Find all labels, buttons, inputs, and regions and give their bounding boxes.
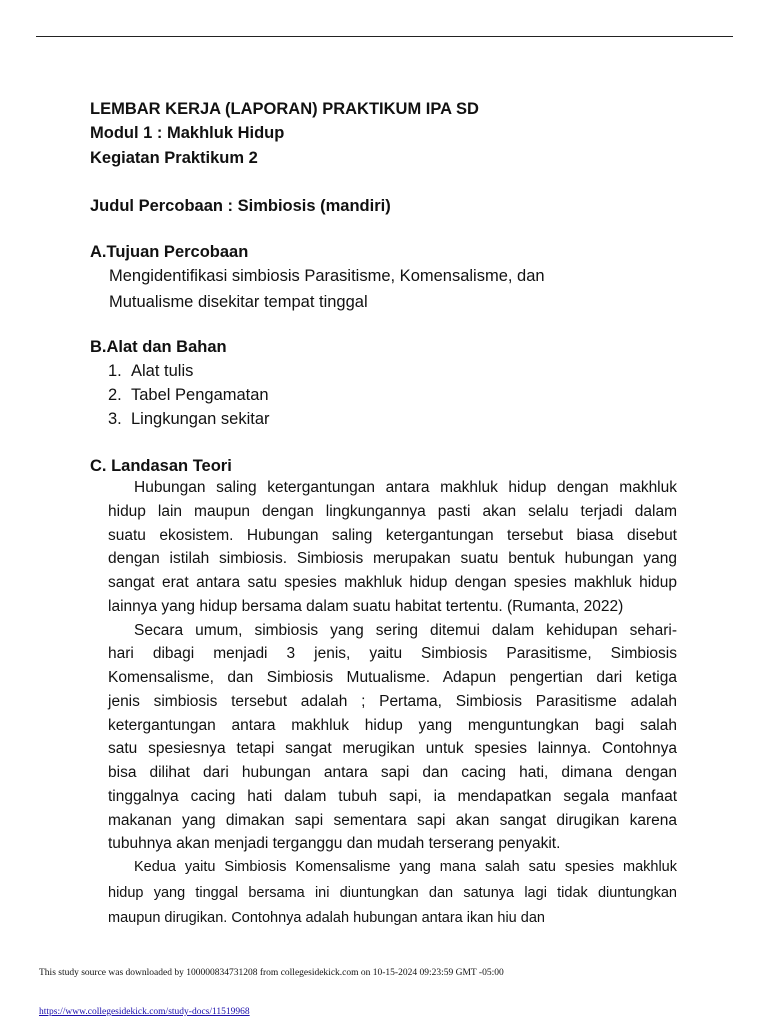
list-item-number: 1. xyxy=(108,362,122,380)
paragraph-line: makanan yang dimakan sapi sementara sapi akan sangat dirugikan karena xyxy=(108,812,677,829)
list-item-number: 2. xyxy=(108,386,122,404)
paragraph-line: lainnya yang hidup bersama dalam suatu habitat tertentu. (Rumanta, 2022) xyxy=(108,598,624,615)
paragraph-line: Kedua yaitu Simbiosis Komensalisme yang mana salah satu spesies makhluk xyxy=(134,859,677,875)
worksheet-title: LEMBAR KERJA (LAPORAN) PRAKTIKUM IPA SD xyxy=(90,100,479,118)
paragraph-line: dengan istilah simbiosis. Simbiosis merupakan suatu bentuk hubungan yang xyxy=(108,550,677,567)
section-c-heading: C. Landasan Teori xyxy=(90,457,232,475)
paragraph-line: hari dibagi menjadi 3 jenis, yaitu Simbiosis Parasitisme, Simbiosis xyxy=(108,645,677,662)
paragraph-line: tubuhnya akan menjadi terganggu dan mudah terserang penyakit. xyxy=(108,835,561,852)
section-b-heading: B.Alat dan Bahan xyxy=(90,338,227,356)
section-a-line: Mengidentifikasi simbiosis Parasitisme, Komensalisme, dan xyxy=(109,267,545,285)
download-source-note: This study source was downloaded by 100000834731208 from collegesidekick.com on 10-15-2024 09:23:59 GMT -05:00 xyxy=(39,968,504,978)
paragraph-line: Komensalisme, dan Simbiosis Mutualisme. Adapun pengertian dari ketiga xyxy=(108,669,677,686)
paragraph-line: maupun dirugikan. Contohnya adalah hubungan antara ikan hiu dan xyxy=(108,910,545,926)
top-rule xyxy=(36,36,733,37)
paragraph-line: Hubungan saling ketergantungan antara makhluk hidup dengan makhluk xyxy=(134,479,677,496)
source-document-link[interactable]: https://www.collegesidekick.com/study-docs/11519968 xyxy=(39,1007,250,1017)
experiment-title: Judul Percobaan : Simbiosis (mandiri) xyxy=(90,197,391,215)
paragraph-line: satu spesiesnya tetapi sangat merugikan untuk spesies lainnya. Contohnya xyxy=(108,740,677,757)
paragraph-line: jenis simbiosis tersebut adalah ; Pertama, Simbiosis Parasitisme adalah xyxy=(108,693,677,710)
section-a-line: Mutualisme disekitar tempat tinggal xyxy=(109,293,368,311)
paragraph-line: hidup yang tinggal bersama ini diuntungkan dan satunya lagi tidak diuntungkan xyxy=(108,885,677,901)
paragraph-line: bisa dilihat dari hubungan antara sapi dan cacing hati, dimana dengan xyxy=(108,764,677,781)
list-item-number: 3. xyxy=(108,410,122,428)
list-item-text: Tabel Pengamatan xyxy=(131,386,269,404)
paragraph-line: suatu ekosistem. Hubungan saling ketergantungan tersebut biasa disebut xyxy=(108,527,677,544)
paragraph-line: hidup lain maupun dengan lingkungannya pasti akan selalu terjadi dalam xyxy=(108,503,677,520)
paragraph-line: Secara umum, simbiosis yang sering ditemui dalam kehidupan sehari- xyxy=(134,622,677,639)
list-item-text: Lingkungan sekitar xyxy=(131,410,270,428)
list-item-text: Alat tulis xyxy=(131,362,194,380)
activity-title: Kegiatan Praktikum 2 xyxy=(90,149,258,167)
paragraph-line: sangat erat antara satu spesies makhluk hidup dengan spesies makhluk hidup xyxy=(108,574,677,591)
section-a-heading: A.Tujuan Percobaan xyxy=(90,243,249,261)
module-title: Modul 1 : Makhluk Hidup xyxy=(90,124,285,142)
paragraph-line: ketergantungan antara makhluk hidup yang menguntungkan bagi salah xyxy=(108,717,677,734)
paragraph-line: tinggalnya cacing hati dalam tubuh sapi, ia mendapatkan segala manfaat xyxy=(108,788,677,805)
